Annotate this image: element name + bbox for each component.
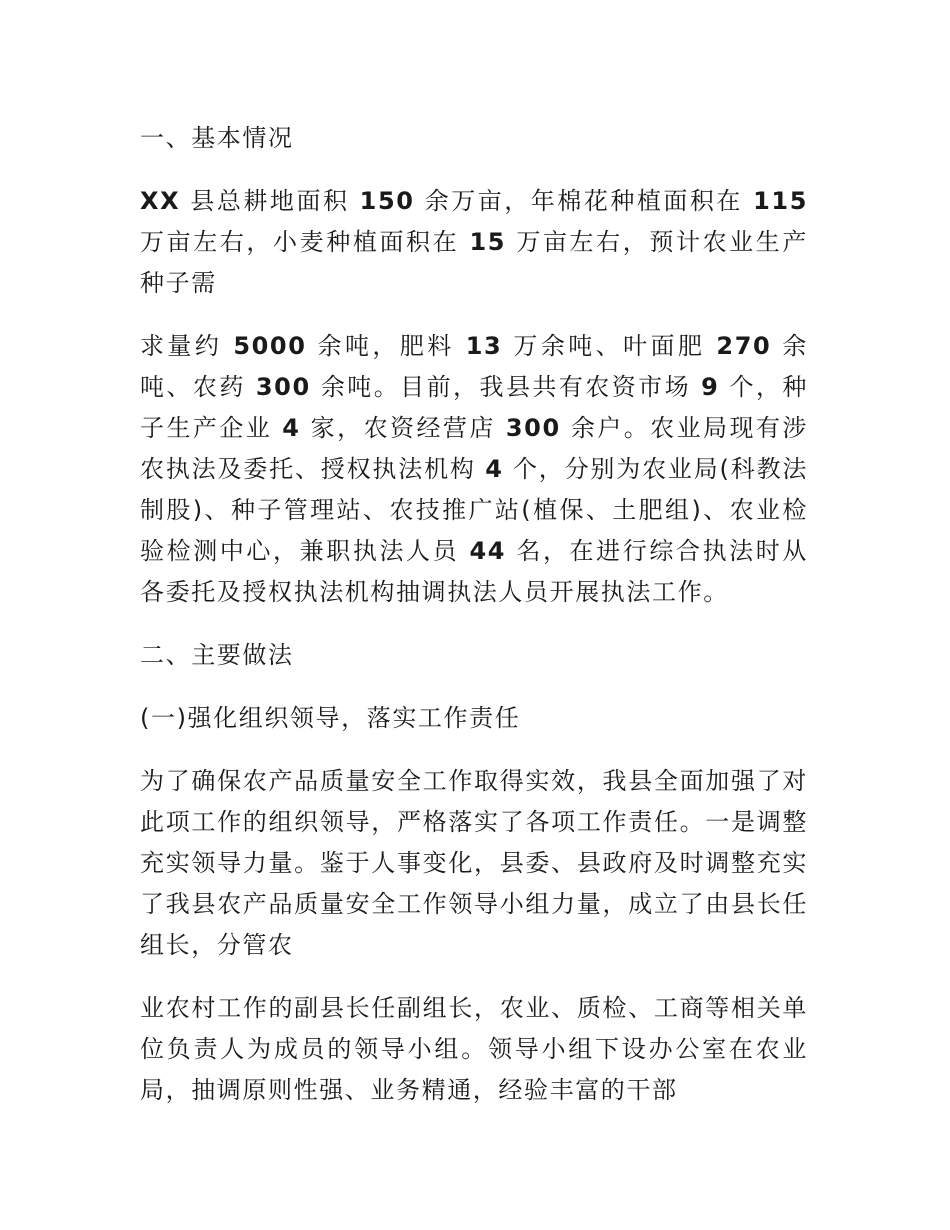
bold-number: 4 bbox=[485, 455, 504, 483]
bold-number: 15 bbox=[469, 228, 507, 256]
bold-number: XX bbox=[140, 187, 181, 215]
paragraph-demand-and-agencies: 求量约 5000 余吨，肥料 13 万余吨、叶面肥 270 余吨、农药 300 余吨。目前，我县共有农资市场 9 个，种子生产企业 4 家，农资经营店 300 余户。农业局现有涉农执法及委托、授权执法机构 4 个，分别为农业局(科教法制股)、种子管理站、农技推广站(植保、土肥组)、农业检验检测中心，兼职执法人员 44 名，在进行综合执法时从各委托及授权执法机构抽调执法人员开展执法工作。 bbox=[140, 332, 808, 606]
bold-number: 150 bbox=[359, 187, 415, 215]
paragraph-gap bbox=[140, 966, 808, 988]
paragraph-gap bbox=[140, 676, 808, 698]
bold-number: 115 bbox=[753, 187, 808, 215]
paragraph-gap bbox=[140, 739, 808, 761]
paragraph-leadership: 为了确保农产品质量安全工作取得实效，我县全面加强了对此项工作的组织领导，严格落实了各项工作责任。一是调整充实领导力量。鉴于人事变化，县委、县政府及时调整充实了我县农产品质量安全工作领导小组力量，成立了由县长任组长，分管农 bbox=[140, 767, 808, 959]
bold-number: 13 bbox=[465, 332, 503, 360]
bold-number: 300 bbox=[505, 414, 561, 442]
bold-number: 5000 bbox=[233, 332, 307, 360]
bold-number: 4 bbox=[282, 414, 301, 442]
paragraph-gap bbox=[140, 304, 808, 326]
document-body bbox=[140, 118, 808, 1111]
bold-number: 270 bbox=[716, 332, 772, 360]
paragraph-leading-group: 业农村工作的副县长任副组长，农业、质检、工商等相关单位负责人为成员的领导小组。领导小组下设办公室在农业局，抽调原则性强、业务精通，经验丰富的干部 bbox=[140, 994, 808, 1104]
paragraph-gap bbox=[140, 613, 808, 635]
section-heading-basic-situation: 一、基本情况 bbox=[140, 124, 294, 152]
bold-number: 9 bbox=[701, 373, 720, 401]
subsection-heading-organization: (一)强化组织领导，落实工作责任 bbox=[140, 704, 521, 732]
paragraph-land-area: XX 县总耕地面积 150 余万亩，年棉花种植面积在 115 万亩左右，小麦种植面积在 15 万亩左右，预计农业生产种子需 bbox=[140, 187, 808, 297]
section-heading-main-practices: 二、主要做法 bbox=[140, 641, 294, 669]
paragraph-gap bbox=[140, 159, 808, 181]
bold-number: 300 bbox=[255, 373, 311, 401]
bold-number: 44 bbox=[469, 537, 507, 565]
